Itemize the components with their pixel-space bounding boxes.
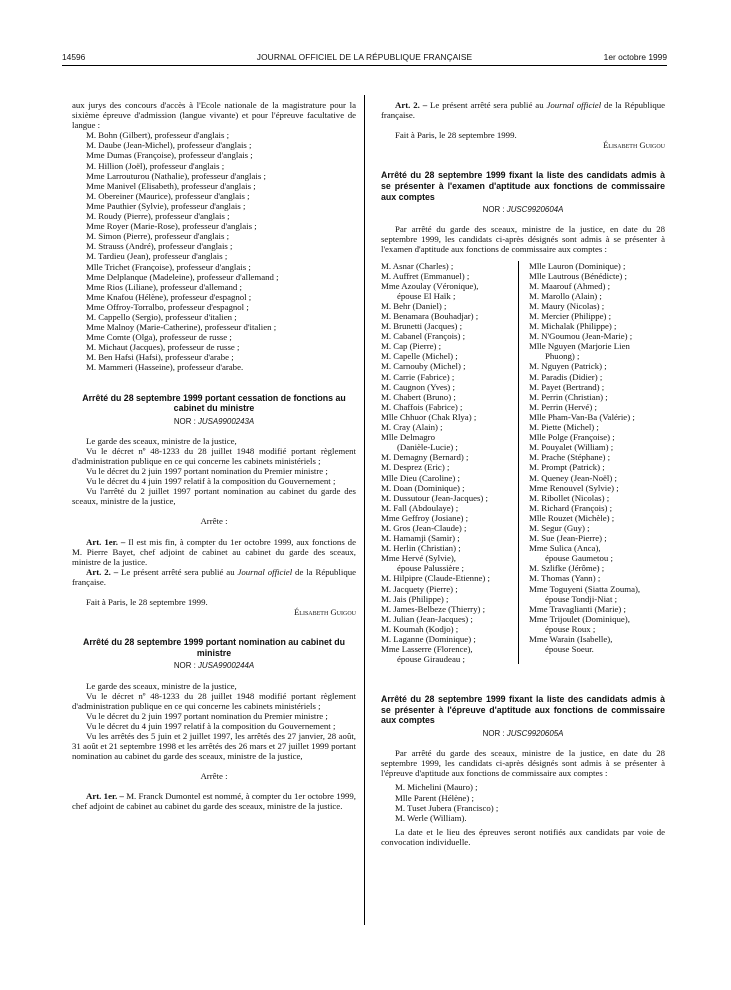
nor-reference: NOR : JUSC9920605A (482, 729, 564, 739)
list-item: M. Koumah (Kodjo) ; (381, 623, 459, 634)
list-item: M. Perrin (Hervé) ; (529, 401, 597, 412)
list-item: M. Laganne (Dominique) ; (381, 634, 476, 644)
list-item: M. Demagny (Bernard) ; (381, 452, 469, 463)
list-item: M. Tuset Jubera (Francisco) ; (395, 802, 499, 813)
list-item: M. Simon (Pierre), professeur d'anglais ; (86, 231, 230, 242)
signature: Élisabeth Guigou (603, 140, 665, 151)
section-title: Arrêté du 28 septembre 1999 fixant la liste des candidats admis à se présenter à l'épreuve d'aptitude aux fonctions de commissaire aux comptes (381, 694, 665, 726)
list-item: M. Tardieu (Jean), professeur d'anglais ; (86, 251, 228, 262)
list-item: M. Sue (Jean-Pierre) ; (529, 533, 607, 544)
paragraph: Vu les arrêtés des 5 juin et 2 juillet 1997, les arrêtés des 27 janvier, 28 août, 31 août et 21 septembre 1998 et les arrêtés des 26 mars et 27 juillet 1999 portant nomination au cabinet du garde des sceaux, ministre de la justice, (72, 730, 356, 762)
list-item: Mme Delplanque (Madeleine), professeur d'allemand ; (86, 271, 279, 282)
list-item: M. Hilpipre (Claude-Etienne) ; (381, 573, 490, 584)
arrete-label: Arrête : (200, 771, 228, 782)
list-item: M. Obereiner (Maurice), professeur d'anglais ; (86, 190, 250, 201)
list-item: M. Strauss (André), professeur d'anglais ; (86, 241, 233, 252)
list-item: M. Payet (Bertrand) ; (529, 381, 605, 392)
paragraph: Vu l'arrêté du 2 juillet 1997 portant nomination au cabinet du garde des sceaux, ministre de la justice, (72, 486, 356, 507)
list-item: M. Hillion (Joël), professeur d'anglais ; (86, 160, 225, 171)
list-item: Mme Malnoy (Marie-Catherine), professeur d'italien ; (86, 322, 277, 333)
list-item: Mme Toguyeni (Siatta Zouma), (529, 583, 641, 594)
paragraph: Vu le décret nº 48-1233 du 28 juillet 1948 modifié portant règlement d'administration publique en ce qui concerne les cabinets ministériels ; (72, 690, 356, 711)
list-item: Mme Travaglianti (Marie) ; (529, 603, 626, 614)
candidate-list-right (518, 261, 665, 665)
list-item: M. Capelle (Michel) ; (381, 351, 458, 362)
list-item: Mme Comte (Olga), professeur de russe ; (86, 332, 232, 343)
list-item: M. Auffret (Emmanuel) ; (381, 270, 470, 281)
list-item: Mme Offroy-Torralbo, professeur d'espagnol ; (86, 301, 249, 312)
list-item: Mme Rios (Liliane), professeur d'allemand ; (86, 281, 242, 292)
signing-place-date: Fait à Paris, le 28 septembre 1999. (86, 597, 208, 608)
list-item: épouse Roux ; (545, 623, 596, 634)
list-item: M. Chaffois (Fabrice) ; (381, 401, 463, 412)
list-item: M. Julian (Jean-Jacques) ; (381, 613, 473, 624)
page-number: 14596 (62, 52, 86, 62)
nor-reference: NOR : JUSA9900243A (173, 416, 255, 426)
list-item: M. Jacquety (Pierre) ; (381, 583, 458, 594)
list-item: Mme Knafou (Hélène), professeur d'espagnol ; (86, 291, 252, 302)
list-item: M. Prache (Stéphane) ; (529, 452, 611, 463)
list-item: M. Segur (Guy) ; (529, 522, 590, 533)
decree-preamble (72, 436, 356, 507)
list-item: Mme Lasserre (Florence), (381, 644, 473, 655)
jury-intro: aux jurys des concours d'accès à l'Ecole nationale de la magistrature pour la sixième épreuve d'admission (langue vivante) et pour l'épreuve facultative de langue : (72, 100, 356, 131)
list-item: M. Mercier (Philippe) ; (529, 311, 612, 321)
list-item: Mme Trijoulet (Dominique), (529, 613, 630, 624)
list-item: M. Desprez (Eric) ; (381, 462, 450, 473)
right-column (381, 100, 665, 847)
list-item: M. Michaut (Jacques), professeur de russe ; (86, 342, 240, 353)
list-item: M. Daube (Jean-Michel), professeur d'anglais ; (86, 140, 252, 151)
list-item: M. Gros (Jean-Claude) ; (381, 522, 467, 533)
list-item: Mlle Parent (Hélène) ; (395, 792, 474, 803)
paragraph: Vu le décret du 4 juin 1997 relatif à la composition du Gouvernement ; (86, 720, 336, 731)
article-1: Art. 1er. – Il est mis fin, à compter du 1er octobre 1999, aux fonctions de M. Pierre Bayet, chef adjoint de cabinet au cabinet du garde des sceaux, ministre de la justice. (72, 536, 356, 567)
list-item: M. Jais (Philippe) ; (381, 593, 449, 604)
list-item: M. Chabert (Bruno) ; (381, 391, 456, 402)
list-intro: Par arrêté du garde des sceaux, ministre de la justice, en date du 28 septembre 1999, les candidats ci-après désignés sont admis à se présenter à l'épreuve d'aptitude aux fonctions de commissaire aux comptes : (381, 748, 665, 779)
list-item: M. Benamara (Bouhadjar) ; (381, 311, 479, 321)
list-item: M. Fall (Abdoulaye) ; (381, 502, 459, 513)
article-2: Art. 2. – Le présent arrêté sera publié au Journal officiel de la République française. (72, 566, 357, 587)
list-item: M. Doan (Dominique) ; (381, 482, 465, 493)
list-item: M. Nguyen (Patrick) ; (529, 361, 607, 372)
list-item: Mlle Nguyen (Marjorie Lien (529, 341, 630, 352)
list-item: M. Ribollet (Nicolas) ; (529, 492, 610, 503)
paragraph: Vu le décret nº 48-1233 du 28 juillet 1948 modifié portant règlement d'administration publique en ce qui concerne les cabinets ministériels ; (72, 445, 356, 466)
list-item: épouse El Haïk ; (397, 290, 456, 301)
nor-reference: NOR : JUSA9900244A (173, 661, 255, 671)
list-item: M. Pouyalet (William) ; (529, 442, 614, 453)
list-item: M. Asnar (Charles) ; (381, 260, 454, 271)
list-item: Mlle Trichet (Françoise), professeur d'anglais ; (86, 261, 251, 272)
list-item: M. Behr (Daniel) ; (381, 300, 447, 311)
list-item: Mme Manivel (Elisabeth), professeur d'anglais ; (86, 180, 256, 191)
list-item: M. Ben Hafsi (Hafsi), professeur d'arabe ; (86, 352, 234, 363)
paragraph: Vu le décret du 4 juin 1997 relatif à la composition du Gouvernement ; (86, 476, 336, 487)
list-item: M. Paradis (Didier) ; (529, 371, 603, 382)
list-item: Mme Royer (Marie-Rose), professeur d'anglais ; (86, 221, 257, 232)
list-item: Mlle Dieu (Caroline) ; (381, 472, 460, 483)
list-item: épouse Gaumetou ; (545, 553, 613, 564)
list-item: Mme Pauthier (Sylvie), professeur d'anglais ; (86, 200, 246, 211)
list-item: M. Perrin (Christian) ; (529, 391, 608, 402)
arrete-label: Arrête : (200, 516, 228, 527)
paragraph: Vu le décret du 2 juin 1997 portant nomination du Premier ministre ; (86, 466, 328, 477)
list-item: M. Werle (William). (395, 812, 467, 823)
list-item: Mme Dumas (Françoise), professeur d'anglais ; (86, 150, 253, 161)
list-item: M. Bohn (Gilbert), professeur d'anglais ; (86, 130, 230, 141)
list-item: Mme Warain (Isabelle), (529, 634, 613, 644)
list-intro: Par arrêté du garde des sceaux, ministre de la justice, en date du 28 septembre 1999, les candidats ci-après désignés sont admis à se présenter à l'examen d'aptitude aux fonctions de commissaire aux comptes : (381, 224, 665, 255)
list-item: M. Hamamji (Samir) ; (381, 533, 460, 544)
paragraph: Le garde des sceaux, ministre de la justice, (86, 435, 237, 446)
page-header (62, 52, 667, 66)
candidate-list (381, 261, 665, 665)
list-item: M. Roudy (Pierre), professeur d'anglais ; (86, 211, 230, 222)
list-item: Mme Renouvel (Sylvie) ; (529, 482, 619, 493)
column-divider (364, 95, 365, 925)
section-title: Arrêté du 28 septembre 1999 portant nomination au cabinet du ministre (82, 637, 345, 658)
issue-date: 1er octobre 1999 (603, 52, 667, 62)
list-item: M. Piette (Michel) ; (529, 422, 599, 433)
signing-place-date: Fait à Paris, le 28 septembre 1999. (395, 130, 517, 141)
list-item: Mlle Lauron (Dominique) ; (529, 260, 626, 271)
list-item: (Danièle-Lucie) ; (397, 442, 458, 453)
list-item: épouse Palussière ; (397, 563, 464, 574)
list-item: Mme Azoulay (Véronique), (381, 280, 479, 291)
list-item: M. Thomas (Yann) ; (529, 573, 601, 584)
article-2: Art. 2. – Le présent arrêté sera publié au Journal officiel de la République française. (381, 100, 666, 121)
section-title: Arrêté du 28 septembre 1999 fixant la liste des candidats admis à se présenter à l'examen d'aptitude aux fonctions de commissaire aux comptes (381, 170, 665, 202)
list-item: M. Szlifke (Jérôme) ; (529, 563, 605, 574)
left-column (72, 100, 356, 812)
journal-title: JOURNAL OFFICIEL DE LA RÉPUBLIQUE FRANÇAISE (256, 52, 473, 62)
list-item: M. Maury (Nicolas) ; (529, 300, 605, 311)
list-item: M. Marollo (Alain) ; (529, 290, 602, 301)
list-item: M. Caugnon (Yves) ; (381, 381, 455, 392)
list-item: épouse Giraudeau ; (397, 654, 465, 665)
list-item: M. Michalak (Philippe) ; (529, 321, 617, 332)
list-item: Mlle Lautrous (Bénédicte) ; (529, 270, 627, 281)
list-item: Mlle Rouzet (Michèle) ; (529, 512, 615, 523)
list-item: M. Cray (Alain) ; (381, 422, 443, 433)
list-item: M. N'Goumou (Jean-Marie) ; (529, 331, 633, 342)
list-item: Mme Larrouturou (Nathalie), professeur d'anglais ; (86, 170, 266, 181)
list-item: M. Michelini (Mauro) ; (395, 782, 478, 793)
list-item: M. Cap (Pierre) ; (381, 341, 442, 352)
article-1: Art. 1er. – M. Franck Dumontel est nommé, à compter du 1er octobre 1999, chef adjoint de cabinet au cabinet du garde des sceaux, ministre de la justice. (72, 791, 356, 812)
list-item: Mme Hervé (Sylvie), (381, 553, 456, 564)
section-title: Arrêté du 28 septembre 1999 portant cessation de fonctions au cabinet du ministre (82, 392, 346, 414)
jury-list (72, 130, 356, 372)
list-item: Mme Sulica (Anca), (529, 543, 601, 554)
list-item: Mlle Chhuor (Chak Rlya) ; (381, 411, 477, 422)
list-item: M. Carrie (Fabrice) ; (381, 371, 455, 382)
list-item: M. Mammeri (Hasseine), professeur d'arabe. (86, 362, 244, 373)
nor-reference: NOR : JUSC9920604A (482, 205, 564, 215)
paragraph: Vu le décret du 2 juin 1997 portant nomination du Premier ministre ; (86, 710, 328, 721)
list-item: M. James-Belbeze (Thierry) ; (381, 603, 486, 614)
header-rule (62, 65, 667, 66)
list-item: épouse Tondji-Niat ; (545, 593, 618, 604)
list-item: Phuong) ; (545, 351, 580, 362)
list-item: M. Carnouby (Michel) ; (381, 361, 466, 372)
list-item: M. Brunetti (Jacques) ; (381, 321, 463, 332)
list-item: Mlle Pham-Van-Ba (Valérie) ; (529, 411, 635, 422)
list-item: M. Maarouf (Ahmed) ; (529, 280, 611, 291)
closing-note: La date et le lieu des épreuves seront notifiés aux candidats par voie de convocation individuelle. (381, 826, 665, 847)
list-item: M. Prompt (Patrick) ; (529, 462, 605, 473)
paragraph: Le garde des sceaux, ministre de la justice, (86, 680, 237, 691)
candidate-list-left (381, 261, 517, 665)
decree-preamble (72, 681, 356, 762)
list-item: M. Queney (Jean-Noël) ; (529, 472, 617, 483)
list-item: M. Cappello (Sergio), professeur d'italien ; (86, 311, 237, 322)
list-item: M. Herlin (Christian) ; (381, 543, 461, 554)
list-item: M. Cabanel (François) ; (381, 331, 466, 342)
list-item: M. Richard (François) ; (529, 502, 613, 513)
list-item: Mlle Polge (Françoise) ; (529, 432, 615, 443)
candidate-list (381, 782, 665, 822)
list-item: Mme Geffroy (Josiane) ; (381, 512, 469, 523)
list-item: épouse Soeur. (545, 644, 594, 655)
list-item: Mlle Delmagro (381, 432, 435, 443)
signature: Élisabeth Guigou (294, 607, 356, 618)
list-item: M. Dussutour (Jean-Jacques) ; (381, 492, 489, 503)
